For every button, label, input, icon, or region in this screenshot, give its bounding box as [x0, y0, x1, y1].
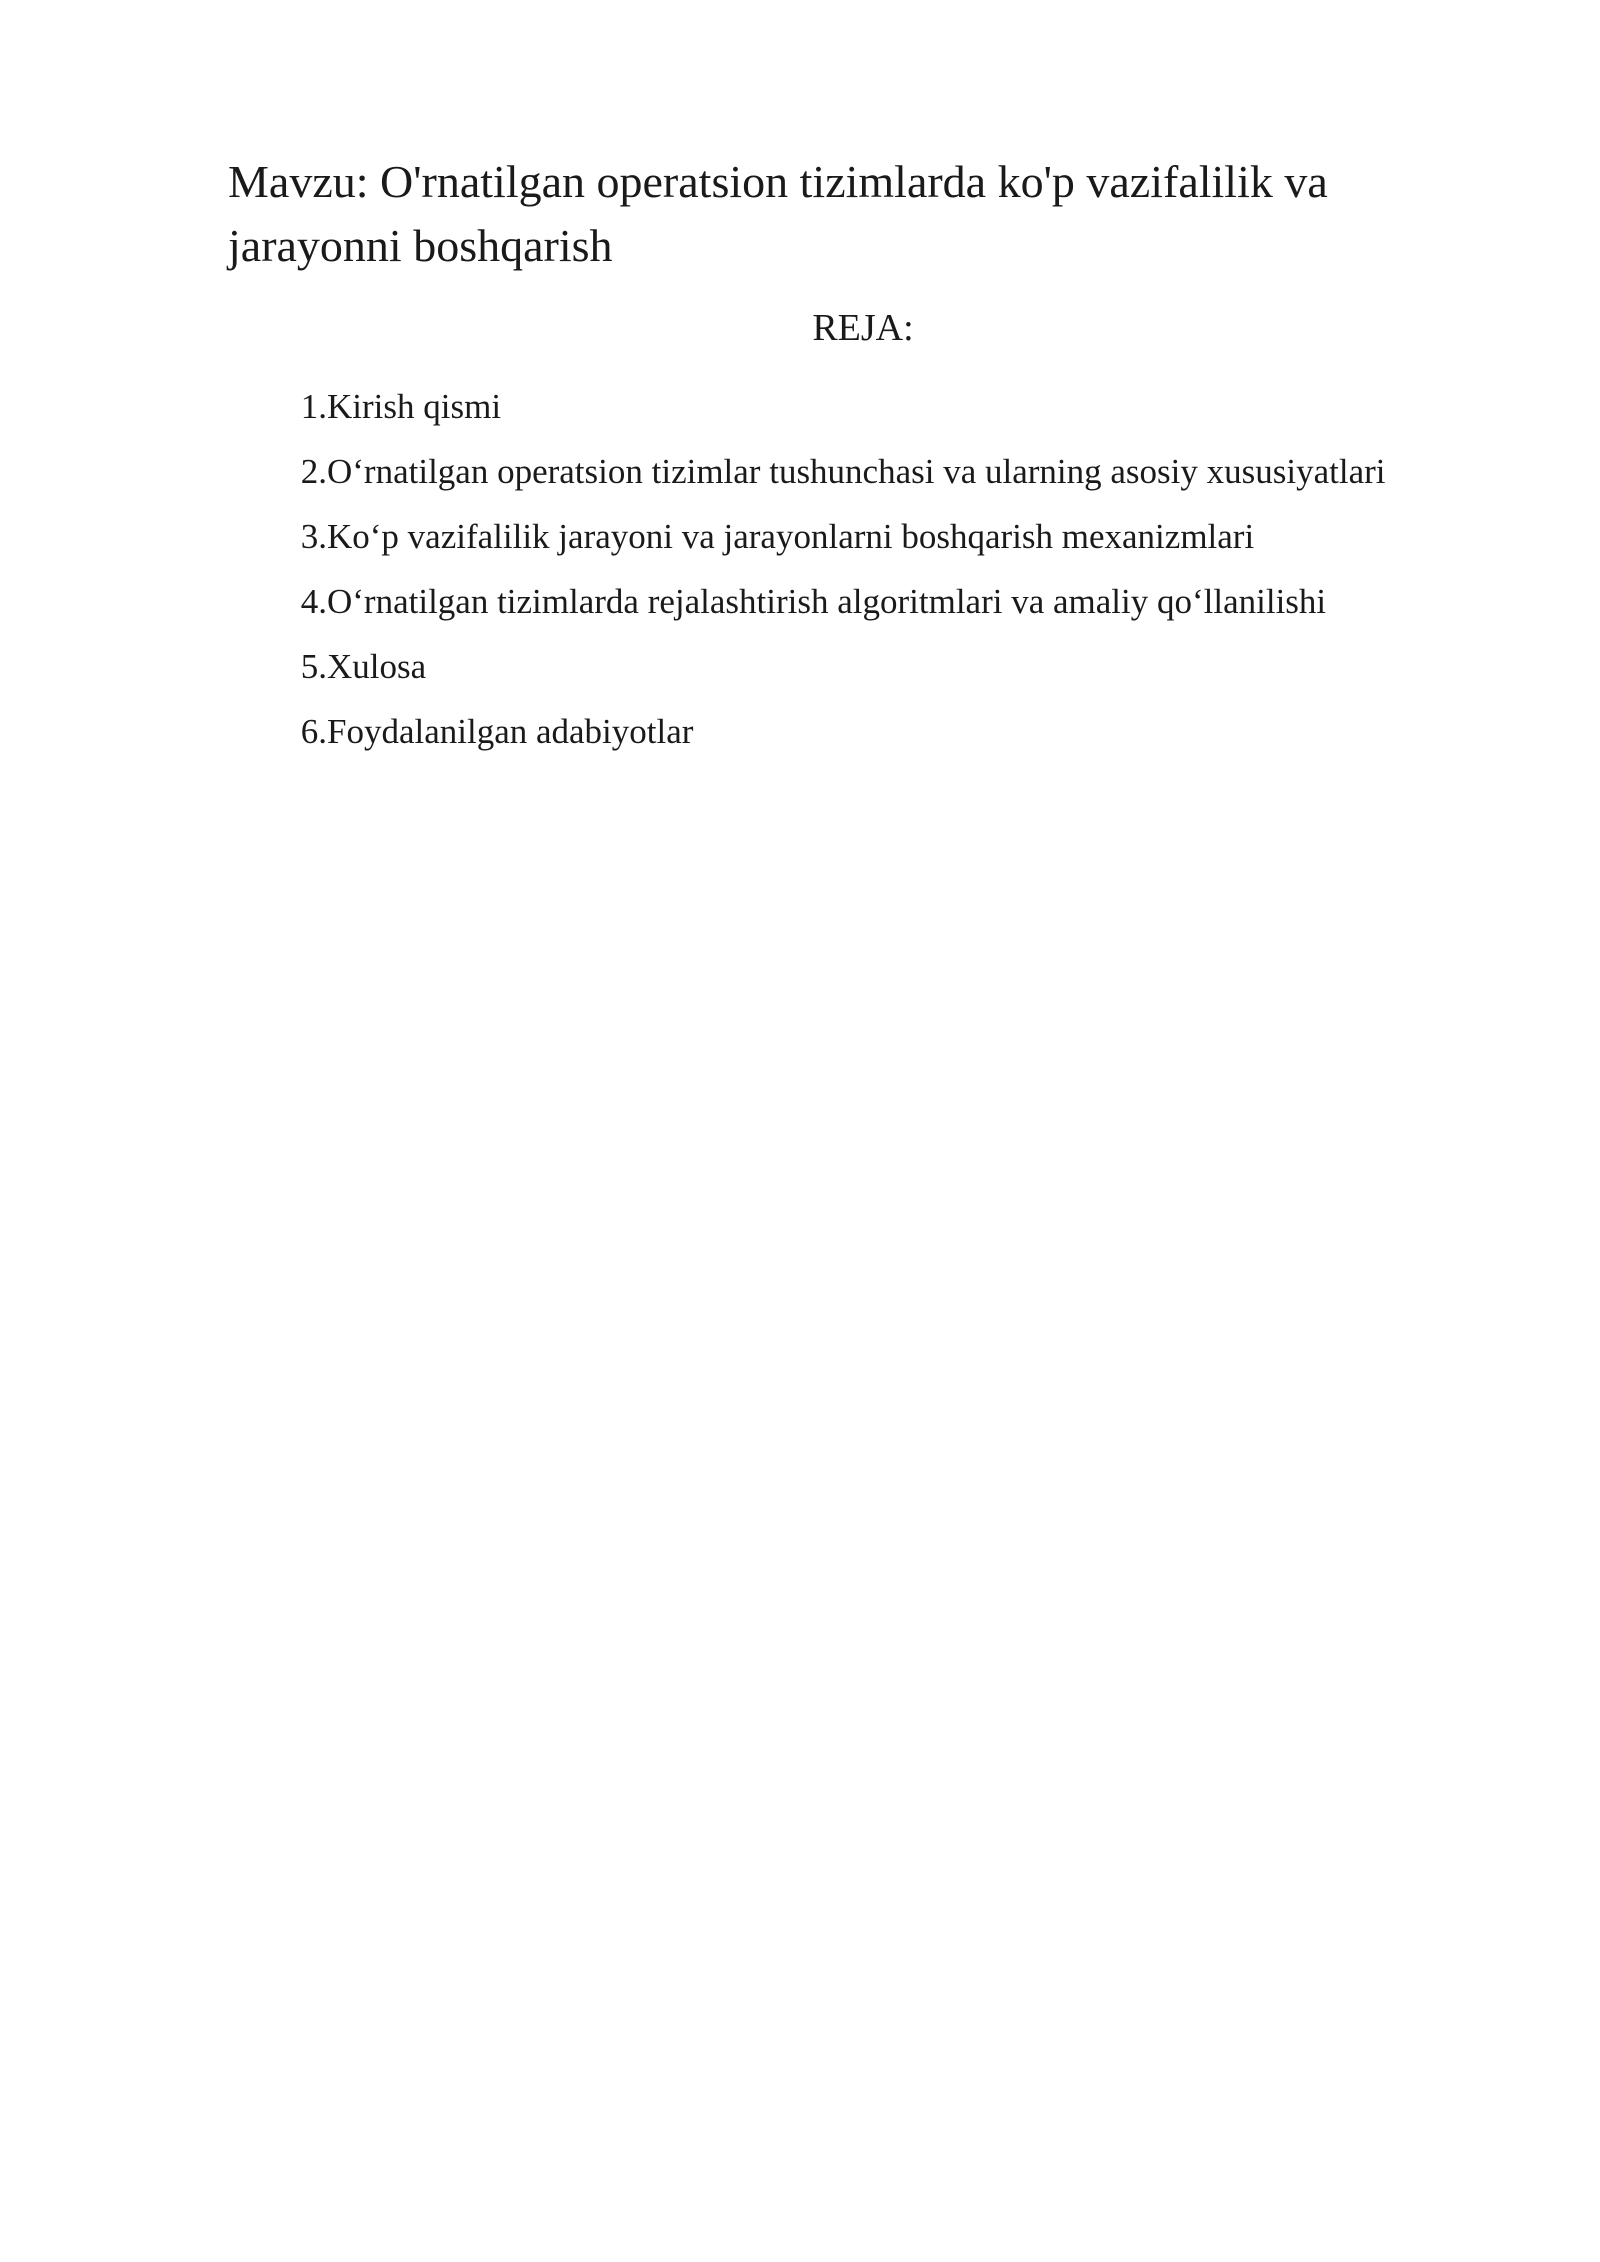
plan-item [270, 708, 1570, 773]
plan-item-number: 2. [300, 452, 327, 491]
plan-item [270, 643, 1570, 708]
plan-item-text: Xulosa [327, 647, 427, 686]
plan-item-text: Kirish qismi [327, 387, 502, 426]
plan-item [270, 513, 1570, 578]
plan-heading: REJA: [812, 307, 914, 349]
plan-item [270, 383, 1570, 448]
plan-list [270, 383, 1570, 773]
plan-item-text: O‘rnatilgan tizimlarda rejalashtirish algoritmlari va amaliy qo‘llanilishi [327, 582, 1327, 621]
plan-item-text: Foydalanilgan adabiyotlar [327, 712, 694, 751]
plan-item-number: 6. [300, 712, 327, 751]
plan-item-number: 1. [300, 387, 327, 426]
plan-item-text: O‘rnatilgan operatsion tizimlar tushunchasi va ularning asosiy xususiyatlari [327, 452, 1386, 491]
plan-item-text: Ko‘p vazifalilik jarayoni va jarayonlarni boshqarish mexanizmlari [327, 517, 1255, 556]
plan-item-number: 3. [300, 517, 327, 556]
plan-item-number: 4. [300, 582, 327, 621]
plan-item-number: 5. [300, 647, 327, 686]
page-title: Mavzu: O'rnatilgan operatsion tizimlarda ko'p vazifalilik va jarayonni boshqarish [228, 156, 1328, 271]
plan-item [270, 578, 1570, 643]
plan-item [270, 448, 1570, 513]
